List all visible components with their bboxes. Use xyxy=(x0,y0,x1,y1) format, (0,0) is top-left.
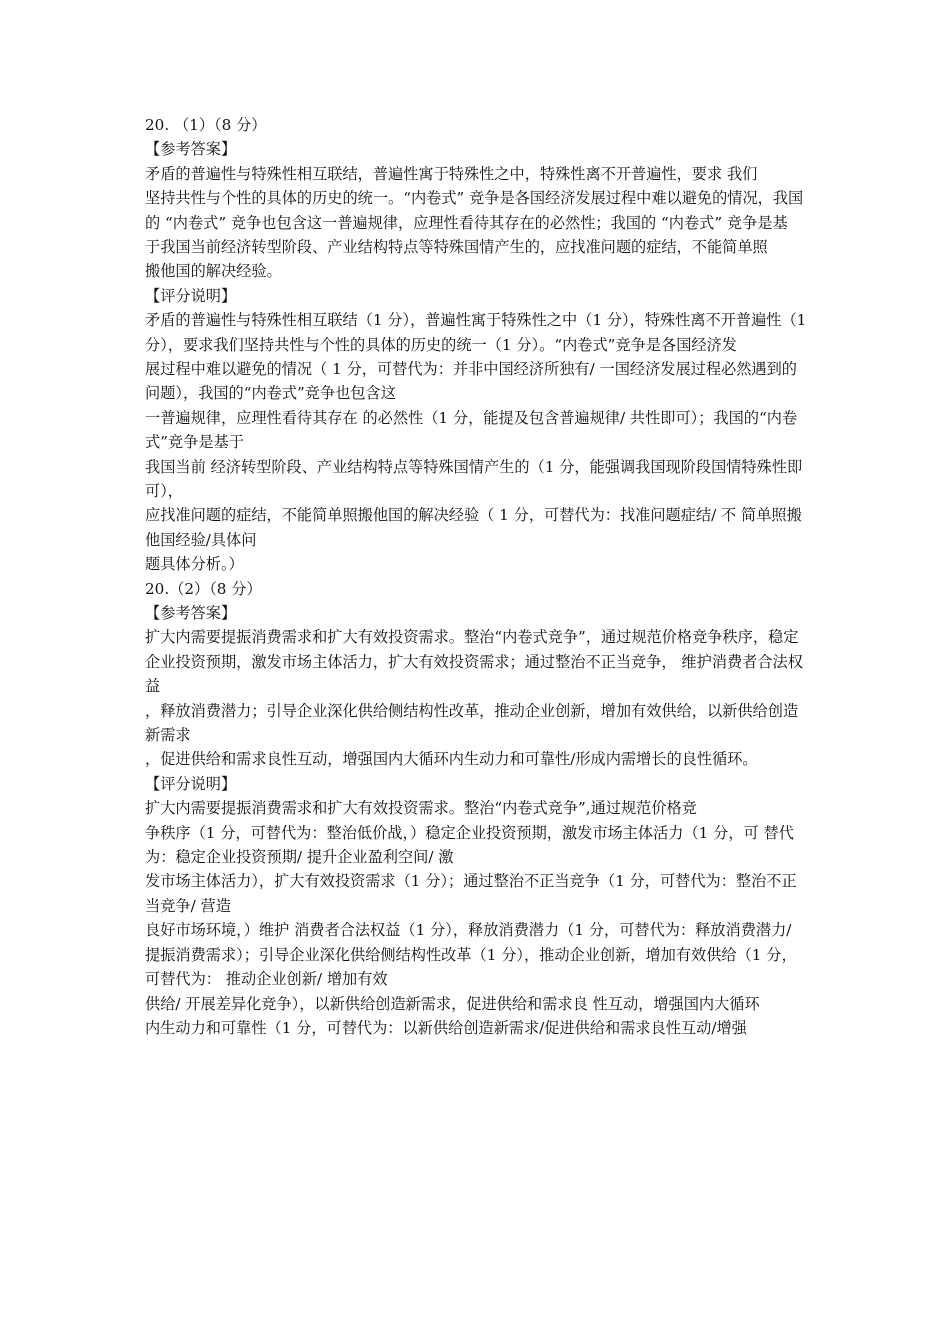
q1-scoring-line-6: 题具体分析。） xyxy=(145,555,244,574)
q2-scoring-line-5: 供给/ 开展差异化竞争），以新供给创造新需求，促进供给和需求良 性互动，增强国内大循环 xyxy=(145,994,760,1013)
q1-answer-line-1: 矛盾的普遍性与特殊性相互联结，普遍性寓于特殊性之中，特殊性离不开普遍性，要求 我们 xyxy=(145,164,758,183)
q2-scoring-line-6: 内生动力和可靠性（1 分，可替代为：以新供给创造新需求/促进供给和需求良性互动/增强 xyxy=(145,1018,747,1037)
q2-heading: 20.（2）（8 分） xyxy=(145,579,262,598)
q2-scoring-heading: 【评分说明】 xyxy=(145,774,237,793)
q1-scoring-line-4: 我国当前 经济转型阶段、产业结构特点等特殊国情产生的（1 分，能强调我国现阶段国情特殊性即可）， xyxy=(145,457,803,501)
q1-scoring-line-1: 矛盾的普遍性与特殊性相互联结（1 分），普遍性寓于特殊性之中（1 分），特殊性离不开普遍性（1 分），要求我们坚持共性与个性的具体的历史的统一（1 分）。“内卷式”竞争是各国经济发 xyxy=(145,311,807,354)
q1-answer-line-3: 的 “内卷式” 竞争也包含这一普遍规律，应理性看待其存在的必然性；我国的 “内卷式” 竞争是基 xyxy=(145,213,788,232)
q2-answer-line-3: ，促进供给和需求良性互动，增强国内大循环内生动力和可靠性/形成内需增长的良性循环。 xyxy=(145,750,758,769)
document-page xyxy=(145,113,810,1040)
q1-answer-line-5: 搬他国的解决经验。 xyxy=(145,262,282,281)
q1-scoring-line-5: 应找准问题的症结，不能简单照搬他国的解决经验（ 1 分，可替代为：找准问题症结/ 不 简单照搬他国经验/具体问 xyxy=(145,506,802,549)
q1-scoring-line-3: 一普遍规律，应理性看待其存在 的必然性（1 分，能提及包含普遍规律/ 共性即可）；我国的“内卷式”竞争是基于 xyxy=(145,408,798,452)
q2-scoring-line-3: 发市场主体活力），扩大有效投资需求（1 分）；通过整治不正当竞争（1 分，可替代为：整治不正当竞争/ 营造 xyxy=(145,872,797,915)
q1-reference-answer-heading: 【参考答案】 xyxy=(145,140,237,159)
q1-scoring-line-2: 展过程中难以避免的情况（ 1 分，可替代为：并非中国经济所独有/ 一国经济发展过程必然遇到的问题），我国的“内卷式”竞争也包含这 xyxy=(145,360,797,403)
q2-scoring-line-1: 扩大内需要提振消费需求和扩大有效投资需求。整治“内卷式竞争”,通过规范价格竞 xyxy=(145,799,697,818)
q2-scoring-line-4: 良好市场环境，）维护 消费者合法权益（1 分），释放消费潜力（1 分，可替代为：释放消费潜力/ 提振消费需求）；引导企业深化供给侧结构性改革（1 分），推动企业创新，增加有效供给（1 分，可替代为： 推动企业创新/ 增加有效 xyxy=(145,921,797,989)
q1-answer-line-4: 于我国当前经济转型阶段、产业结构特点等特殊国情产生的，应找准问题的症结，不能简单照 xyxy=(145,238,768,256)
q2-answer-line-1: 扩大内需要提振消费需求和扩大有效投资需求。整治“内卷式竞争”，通过规范价格竞争秩序，稳定企业投资预期，激发市场主体活力，扩大有效投资需求；通过整治不正当竞争， 维护消费者合法权益 xyxy=(145,628,803,696)
q2-reference-answer-heading: 【参考答案】 xyxy=(145,604,237,623)
q1-scoring-heading: 【评分说明】 xyxy=(145,286,237,305)
q1-heading: 20. （1）（8 分） xyxy=(145,116,267,134)
q2-answer-line-2: ，释放消费潜力；引导企业深化供给侧结构性改革，推动企业创新，增加有效供给，以新供给创造新需求 xyxy=(145,701,799,745)
q2-scoring-line-2: 争秩序（1 分，可替代为：整治低价战，）稳定企业投资预期，激发市场主体活力（1 分，可 替代为：稳定企业投资预期/ 提升企业盈利空间/ 激 xyxy=(145,823,794,867)
q1-answer-line-2: 坚持共性与个性的具体的历史的统一。“内卷式” 竞争是各国经济发展过程中难以避免的情况，我国 xyxy=(145,189,804,208)
